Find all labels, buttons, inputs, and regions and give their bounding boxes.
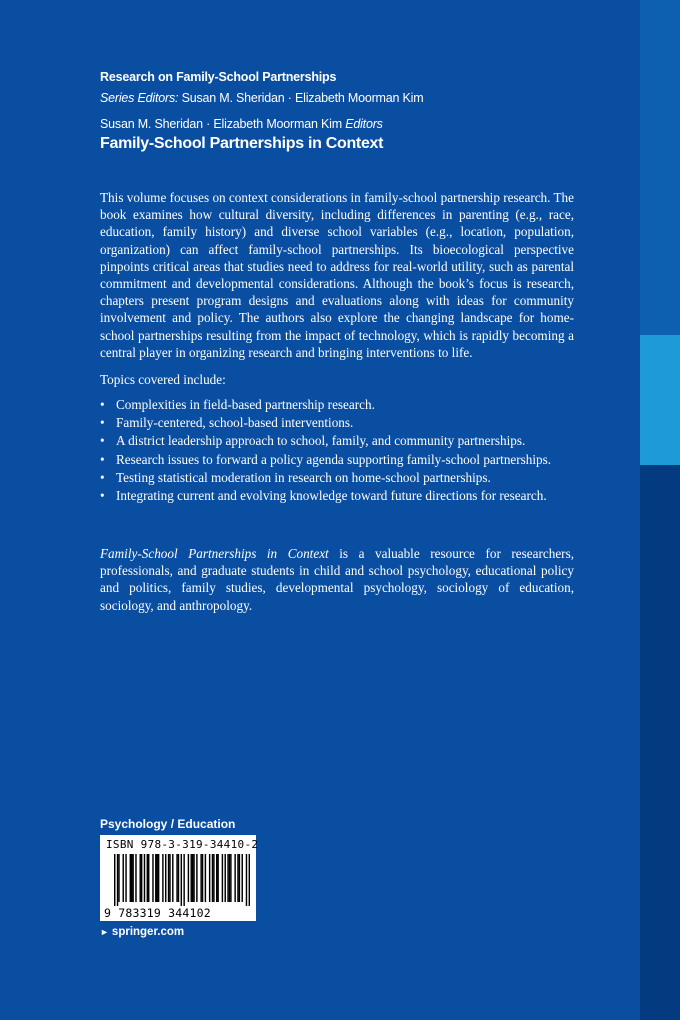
- book-editors-label: Editors: [345, 117, 383, 131]
- barcode-bar: [135, 854, 136, 902]
- barcode-bar: [237, 854, 238, 902]
- topic-item: [100, 396, 574, 413]
- barcode-bar: [118, 854, 119, 902]
- topic-text: Integrating current and evolving knowledge toward future directions for research.: [116, 488, 547, 504]
- topics-list: [100, 396, 574, 505]
- book-title: Family-School Partnerships in Context: [100, 135, 384, 152]
- barcode-bar: [169, 854, 170, 902]
- topic-item: [100, 469, 574, 486]
- barcode-bar: [158, 854, 159, 902]
- book-editors: [100, 117, 383, 131]
- barcode-bar: [239, 854, 240, 902]
- barcode-bar: [202, 854, 203, 902]
- barcode-bar: [168, 854, 169, 902]
- spine-bottom-band: [640, 465, 680, 1020]
- topic-text: Complexities in field-based partnership research.: [116, 397, 375, 412]
- barcode-bar: [217, 854, 218, 902]
- bullet-icon: •: [100, 451, 105, 467]
- barcode-bar: [157, 854, 158, 902]
- barcode-bar: [148, 854, 149, 902]
- bullet-icon: •: [100, 397, 105, 412]
- topic-text: Research issues to forward a policy agenda supporting family-school partnerships.: [116, 451, 552, 467]
- barcode-bar: [181, 854, 182, 906]
- spine-top-band: [640, 0, 680, 335]
- barcode-bar: [234, 854, 235, 902]
- barcode-bar: [123, 854, 124, 902]
- bullet-icon: •: [100, 488, 105, 504]
- barcode-bar: [249, 854, 250, 906]
- barcode-bar: [114, 854, 115, 906]
- barcode-bar: [230, 854, 231, 902]
- isbn-text: ISBN 978-3-319-34410-2: [106, 838, 259, 851]
- barcode-bar: [147, 854, 148, 902]
- barcode-bar: [196, 854, 197, 902]
- barcode-bar: [192, 854, 193, 902]
- bullet-icon: •: [100, 469, 105, 485]
- barcode-bar: [132, 854, 133, 902]
- topic-item: [100, 432, 574, 449]
- barcode-bar: [155, 854, 156, 902]
- barcode-bar: [141, 854, 142, 902]
- topic-item: [100, 451, 574, 468]
- barcode-bar: [229, 854, 230, 902]
- barcode-bars: [114, 854, 250, 906]
- barcode-bar: [246, 854, 247, 906]
- barcode-bar: [144, 854, 145, 902]
- topics-intro: Topics covered include:: [100, 372, 226, 387]
- series-editors: [100, 91, 423, 105]
- barcode-bar: [227, 854, 228, 902]
- closing-book-title: Family-School Partnerships in Context: [100, 546, 329, 561]
- barcode-bar: [200, 854, 201, 902]
- barcode-bar: [242, 854, 243, 902]
- barcode-bar: [165, 854, 166, 902]
- topic-item: [100, 487, 574, 504]
- series-editors-label: Series Editors:: [100, 91, 179, 105]
- barcode-bar: [213, 854, 214, 902]
- arrow-right-icon: ►: [100, 927, 109, 937]
- topic-text: Family-centered, school-based interventions.: [116, 415, 354, 431]
- barcode-bar: [130, 854, 131, 902]
- barcode-bar: [178, 854, 179, 902]
- website-url: springer.com: [111, 926, 185, 938]
- barcode-bar: [131, 854, 132, 902]
- bullet-icon: •: [100, 433, 105, 449]
- barcode-bar: [172, 854, 173, 902]
- series-title: Research on Family-School Partnerships: [100, 70, 337, 84]
- bullet-icon: •: [100, 415, 105, 431]
- barcode-bar: [212, 854, 213, 902]
- description-paragraph: This volume focuses on context considerations in family-school partnership research. The book examines how cultural diversity, including differences in parenting (e.g., race, education, family history) and diverse school variables (e.g., location, population, organization) can affect family-school partnerships. Its bioecological perspective pinpoints critical areas that studies need to address for real-world utility, such as parental commitment and developmental considerations. Although the book’s focus is research, chapters present program designs and evaluations along with ideas for community involvement and policy. The authors also explore the changing landscape for home-school partnerships resulting from the impact of technology, which is rapidly becoming a central player in organizing research and bringing interventions to life.: [100, 190, 575, 360]
- barcode-bar: [209, 854, 210, 902]
- barcode-bar: [193, 854, 194, 902]
- series-editors-names: Susan M. Sheridan · Elizabeth Moorman Kim: [181, 91, 424, 105]
- barcode-bar: [188, 854, 189, 902]
- topic-text: Testing statistical moderation in research on home-school partnerships.: [116, 469, 491, 485]
- barcode-bar: [117, 854, 118, 906]
- spine-accent-band: [640, 335, 680, 465]
- barcode-bar: [162, 854, 163, 902]
- topic-item: [100, 414, 574, 431]
- barcode-bar: [216, 854, 217, 902]
- closing-text: is a valuable resource for researchers, professionals, and graduate students in child and school psychology, educational policy and politics, family studies, developmental psychology, sociology of education, sociology, and anthropology.: [100, 546, 574, 613]
- barcode-bar: [176, 854, 177, 902]
- barcode-bar: [191, 854, 192, 902]
- barcode-bar: [140, 854, 141, 902]
- barcode-bar: [152, 854, 153, 902]
- barcode-bar: [205, 854, 206, 902]
- barcode-digits: 9 783319 344102: [104, 906, 211, 920]
- book-editors-names: Susan M. Sheridan · Elizabeth Moorman Kim: [100, 117, 342, 131]
- category-label: Psychology / Education: [100, 817, 236, 831]
- topic-text: A district leadership approach to school, family, and community partnerships.: [116, 433, 526, 449]
- barcode-bar: [222, 854, 223, 902]
- closing-paragraph: [100, 545, 574, 614]
- barcode-bar: [183, 854, 184, 906]
- barcode-bar: [125, 854, 126, 902]
- isbn-barcode: [100, 835, 259, 921]
- publisher-website: [100, 926, 184, 938]
- barcode-bar: [225, 854, 226, 902]
